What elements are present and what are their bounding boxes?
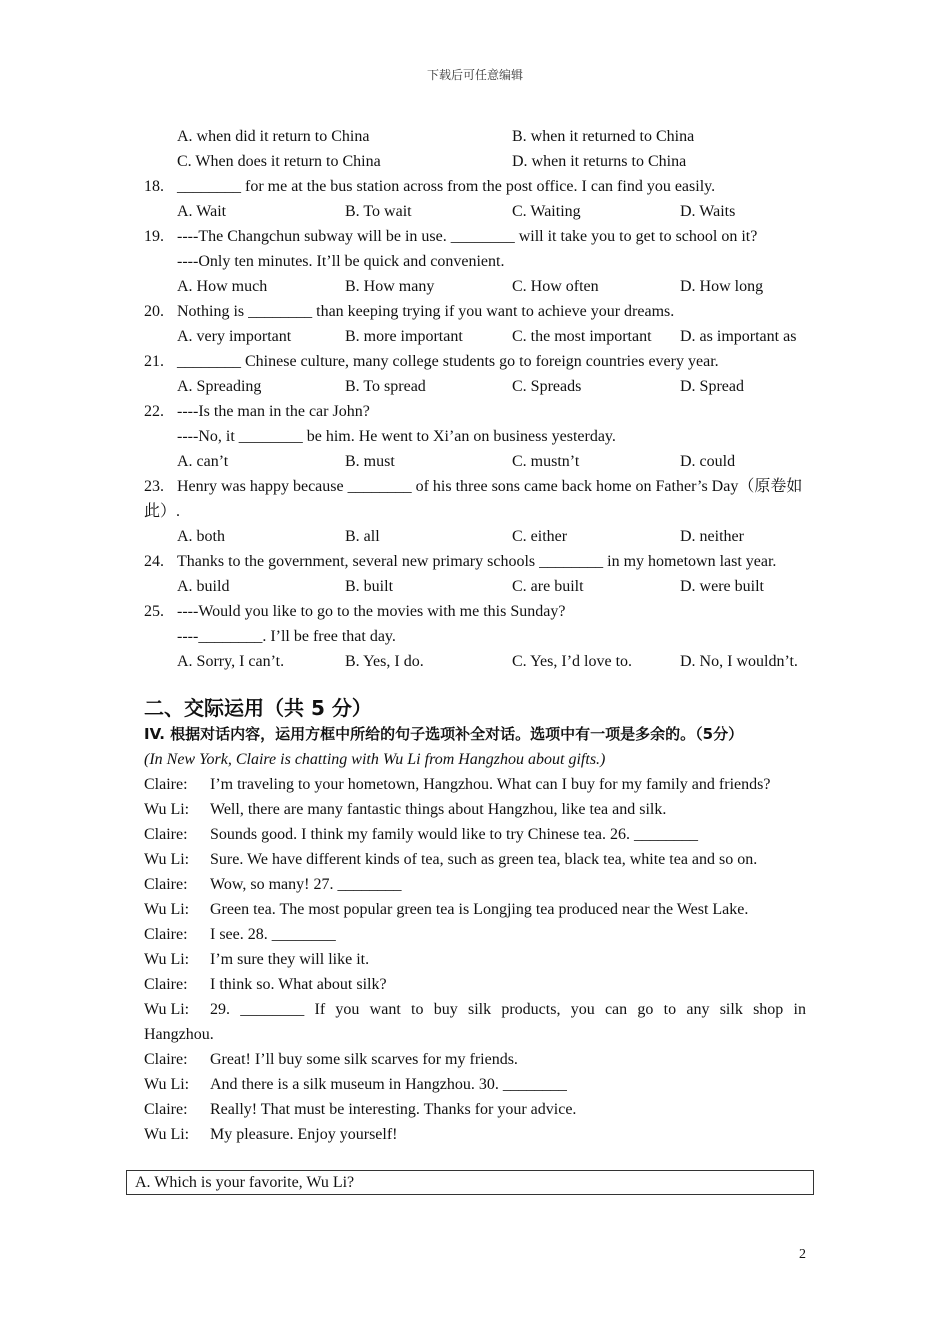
- option-c: C. Yes, I’d love to.: [512, 653, 633, 670]
- dialogue-line: [144, 897, 806, 922]
- question-20: [144, 299, 806, 324]
- exam-content: [144, 124, 806, 1147]
- question-stem: ----Is the man in the car John?: [177, 403, 370, 420]
- question-stem: ----The Changchun subway will be in use. ________ will it take you to get to school on it?: [177, 228, 758, 245]
- speaker: Claire:: [144, 826, 188, 843]
- question-19: [144, 224, 806, 249]
- option-d: D. as important as: [680, 328, 797, 345]
- question-stem-line-2: ----Only ten minutes. It’ll be quick and convenient.: [177, 253, 505, 270]
- question-number: 21.: [144, 353, 164, 370]
- speaker: Wu Li:: [144, 1001, 190, 1018]
- speaker: Claire:: [144, 1051, 188, 1068]
- q17-option-d: D. when it returns to China: [512, 153, 687, 170]
- line-text: I’m traveling to your hometown, Hangzhou. What can I buy for my family and friends?: [210, 776, 771, 793]
- option-b: B. more important: [345, 328, 463, 345]
- line-text: Wow, so many! 27. ________: [210, 876, 402, 893]
- q17-option-c: C. When does it return to China: [177, 153, 381, 170]
- option-c: C. either: [512, 528, 568, 545]
- question-23-options: [144, 524, 806, 549]
- speaker: Claire:: [144, 976, 188, 993]
- question-25-options: [144, 649, 806, 674]
- q17-options-row-1: [144, 124, 806, 149]
- dialogue-line: [144, 1122, 806, 1147]
- q17-option-b: B. when it returned to China: [512, 128, 695, 145]
- question-stem: ----Would you like to go to the movies with me this Sunday?: [177, 603, 566, 620]
- option-b: B. all: [345, 528, 380, 545]
- option-d: D. were built: [680, 578, 764, 595]
- speaker: Claire:: [144, 1101, 188, 1118]
- option-a: A. very important: [177, 328, 292, 345]
- question-number: 19.: [144, 228, 164, 245]
- question-25: [144, 599, 806, 624]
- line-text: 29. ________ If you want to buy silk products, you can go to any silk shop in: [210, 1001, 806, 1018]
- option-b: B. Yes, I do.: [345, 653, 424, 670]
- speaker: Wu Li:: [144, 801, 190, 818]
- option-d: D. Spread: [680, 378, 744, 395]
- option-d: D. How long: [680, 278, 764, 295]
- speaker: Wu Li:: [144, 851, 190, 868]
- line-text: Well, there are many fantastic things about Hangzhou, like tea and silk.: [210, 801, 667, 818]
- line-text: I see. 28. ________: [210, 926, 336, 943]
- section-instruction: IV. 根据对话内容，运用方框中所给的句子选项补全对话。选项中有一项是多余的。（5分）: [144, 725, 744, 743]
- speaker: Wu Li:: [144, 901, 190, 918]
- line-continuation: Hangzhou.: [144, 1026, 214, 1043]
- question-19-reply: [144, 249, 806, 274]
- option-a: A. both: [177, 528, 225, 545]
- speaker: Wu Li:: [144, 1126, 190, 1143]
- question-number: 25.: [144, 603, 164, 620]
- dialogue-line: [144, 822, 806, 847]
- dialogue-line: [144, 772, 806, 797]
- dialogue-line: [144, 972, 806, 997]
- question-21-options: [144, 374, 806, 399]
- question-24: [144, 549, 806, 574]
- option-b: B. built: [345, 578, 394, 595]
- option-a: A. build: [177, 578, 230, 595]
- speaker: Wu Li:: [144, 1076, 190, 1093]
- dialogue-line: [144, 1072, 806, 1097]
- question-21: [144, 349, 806, 374]
- q17-option-a: A. when did it return to China: [177, 128, 370, 145]
- line-text: Great! I’ll buy some silk scarves for my friends.: [210, 1051, 518, 1068]
- question-stem: Henry was happy because ________ of his three sons came back home on Father’s Day（原卷如此）.: [144, 478, 803, 520]
- question-23: [144, 474, 806, 524]
- question-20-options: [144, 324, 806, 349]
- question-number: 24.: [144, 553, 164, 570]
- option-d: D. neither: [680, 528, 744, 545]
- speaker: Claire:: [144, 776, 188, 793]
- dialogue-line: [144, 997, 806, 1047]
- line-text: And there is a silk museum in Hangzhou. 30. ________: [210, 1076, 567, 1093]
- question-stem: Thanks to the government, several new primary schools ________ in my hometown last year.: [177, 553, 777, 570]
- question-22: [144, 399, 806, 424]
- option-d: D. Waits: [680, 203, 736, 220]
- option-c: C. How often: [512, 278, 599, 295]
- question-number: 18.: [144, 178, 164, 195]
- header-note: 下载后可任意编辑: [426, 68, 523, 82]
- line-text: Green tea. The most popular green tea is Longjing tea produced near the West Lake.: [210, 901, 749, 918]
- dialogue-line: [144, 922, 806, 947]
- page-number: 2: [799, 1247, 806, 1262]
- question-18-options: [144, 199, 806, 224]
- box-option-a: A. Which is your favorite, Wu Li?: [135, 1174, 355, 1191]
- dialogue-line: [144, 847, 806, 872]
- dialogue-line: [144, 797, 806, 822]
- option-a: A. Sorry, I can’t.: [177, 653, 285, 670]
- dialogue-scene: (In New York, Claire is chatting with Wu Li from Hangzhou about gifts.): [144, 751, 606, 768]
- option-a: A. How much: [177, 278, 268, 295]
- dialogue-line: [144, 1047, 806, 1072]
- question-18: [144, 174, 806, 199]
- question-22-options: [144, 449, 806, 474]
- option-d: D. could: [680, 453, 736, 470]
- option-b: B. must: [345, 453, 395, 470]
- question-stem-line-2: ----________. I’ll be free that day.: [177, 628, 396, 645]
- question-24-options: [144, 574, 806, 599]
- option-c: C. Waiting: [512, 203, 581, 220]
- option-c: C. Spreads: [512, 378, 582, 395]
- option-c: C. the most important: [512, 328, 652, 345]
- dialogue-line: [144, 872, 806, 897]
- option-b: B. How many: [345, 278, 435, 295]
- q17-options-row-2: [144, 149, 806, 174]
- option-d: D. No, I wouldn’t.: [680, 653, 798, 670]
- option-c: C. mustn’t: [512, 453, 580, 470]
- line-text: Really! That must be interesting. Thanks for your advice.: [210, 1101, 577, 1118]
- speaker: Claire:: [144, 926, 188, 943]
- section-title: 二、交际运用（共 5 分）: [144, 696, 372, 720]
- option-a: A. Wait: [177, 203, 227, 220]
- dialogue-line: [144, 1097, 806, 1122]
- option-b: B. To wait: [345, 203, 412, 220]
- question-number: 20.: [144, 303, 164, 320]
- line-text: I think so. What about silk?: [210, 976, 387, 993]
- option-c: C. are built: [512, 578, 584, 595]
- option-b: B. To spread: [345, 378, 426, 395]
- question-22-reply: [144, 424, 806, 449]
- question-stem: ________ for me at the bus station across from the post office. I can find you easily.: [177, 178, 716, 195]
- line-text: My pleasure. Enjoy yourself!: [210, 1126, 398, 1143]
- speaker: Wu Li:: [144, 951, 190, 968]
- question-number: 23.: [144, 478, 164, 495]
- options-box: [126, 1170, 814, 1195]
- question-19-options: [144, 274, 806, 299]
- question-stem-line-2: ----No, it ________ be him. He went to Xi’an on business yesterday.: [177, 428, 616, 445]
- question-25-reply: [144, 624, 806, 649]
- option-a: A. Spreading: [177, 378, 262, 395]
- line-text: Sure. We have different kinds of tea, such as green tea, black tea, white tea and so on.: [210, 851, 758, 868]
- question-number: 22.: [144, 403, 164, 420]
- line-text: Sounds good. I think my family would like to try Chinese tea. 26. ________: [210, 826, 698, 843]
- speaker: Claire:: [144, 876, 188, 893]
- line-text: I’m sure they will like it.: [210, 951, 370, 968]
- option-a: A. can’t: [177, 453, 229, 470]
- question-stem: Nothing is ________ than keeping trying if you want to achieve your dreams.: [177, 303, 675, 320]
- dialogue-line: [144, 947, 806, 972]
- question-stem: ________ Chinese culture, many college students go to foreign countries every year.: [177, 353, 719, 370]
